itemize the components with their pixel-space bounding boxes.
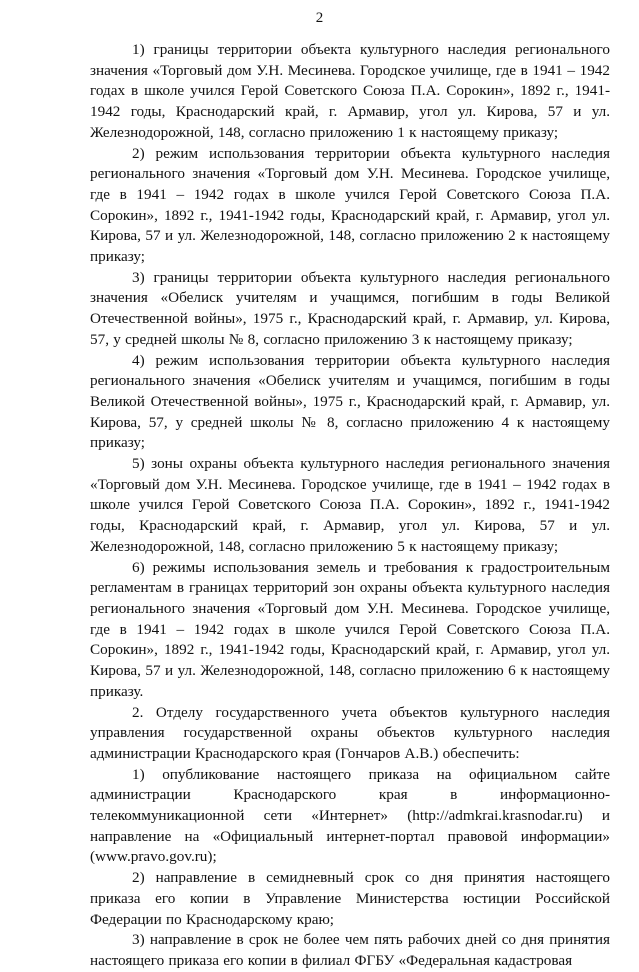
paragraph-territory-regime-trading-house: 2) режим использования территории объекта культурного наследия регионального значения «Торговый дом У.Н. Месинева. Городское училище, где в 1941 – 1942 годах в школе учился Герой Советского Союза П.А. Сорокин», 1892 г., 1941-1942 годы, Краснодарский край, г. Армавир, угол ул. Кирова, 57 и ул. Железнодорожной, 148, согласно приложению 2 к настоящему приказу; <box>90 144 610 266</box>
document-body <box>90 40 610 972</box>
paragraph-cadastral-copy: 3) направление в срок не более чем пять рабочих дней со дня принятия настоящего приказа его копии в филиал ФГБУ «Федеральная кадастровая <box>90 931 610 969</box>
paragraph-territory-boundaries-trading-house: 1) границы территории объекта культурного наследия регионального значения «Торговый дом У.Н. Месинева. Городское училище, где в 1941 – 1942 годах в школе учился Герой Советского Союза П.А. Сорокин», 1892 г., 1941-1942 годы, Краснодарский край, г. Армавир, угол ул. Кирова, 57 и ул. Железнодорожной, 148, согласно приложению 1 к настоящему приказу; <box>90 41 610 141</box>
paragraph-territory-boundaries-obelisk: 3) границы территории объекта культурного наследия регионального значения «Обелиск учителям и учащимся, погибшим в годы Великой Отечественной войны», 1975 г., Краснодарский край, г. Армавир, ул. Кирова, 57, у средней школы № 8, согласно приложению 3 к настоящему приказу; <box>90 268 610 348</box>
paragraph-ministry-copy: 2) направление в семидневный срок со дня принятия настоящего приказа его копии в Управление Министерства юстиции Российской Федерации по Краснодарскому краю; <box>90 869 610 928</box>
page-number: 2 <box>315 10 324 26</box>
paragraph-department-instruction: 2. Отделу государственного учета объектов культурного наследия управления государственной охраны объектов культурного наследия администрации Краснодарского края (Гончаров А.В.) обеспечить: <box>90 703 610 762</box>
paragraph-land-use-regimes: 6) режимы использования земель и требования к градостроительным регламентам в границах территорий зон охраны объекта культурного наследия регионального значения «Торговый дом У.Н. Месинева. Городское училище, где в 1941 – 1942 годах в школе учился Герой Советского Союза П.А. Сорокин», 1892 г., 1941-1942 годы, Краснодарский край, г. Армавир, угол ул. Кирова, 57 и ул. Железнодорожной, 148, согласно приложению 6 к настоящему приказу. <box>90 558 610 700</box>
paragraph-publication: 1) опубликование настоящего приказа на официальном сайте администрации Краснодарского края в информационно-телекоммуникационной сети «Интернет» (http://admkrai.krasnodar.ru) и направление на «Официальный интернет-портал правовой информации» (www.pravo.gov.ru); <box>90 765 610 866</box>
paragraph-protection-zones: 5) зоны охраны объекта культурного наследия регионального значения «Торговый дом У.Н. Месинева. Городское училище, где в 1941 – 1942 годах в школе учился Герой Советского Союза П.А. Сорокин», 1892 г., 1941-1942 годы, Краснодарский край, г. Армавир, угол ул. Кирова, 57 и ул. Железнодорожной, 148, согласно приложению 5 к настоящему приказу; <box>90 455 610 555</box>
paragraph-territory-regime-obelisk: 4) режим использования территории объекта культурного наследия регионального значения «Обелиск учителям и учащимся, погибшим в годы Великой Отечественной войны», 1975 г., Краснодарский край, г. Армавир, ул. Кирова, 57, у средней школы № 8, согласно приложению 4 к настоящему приказу; <box>90 351 610 452</box>
